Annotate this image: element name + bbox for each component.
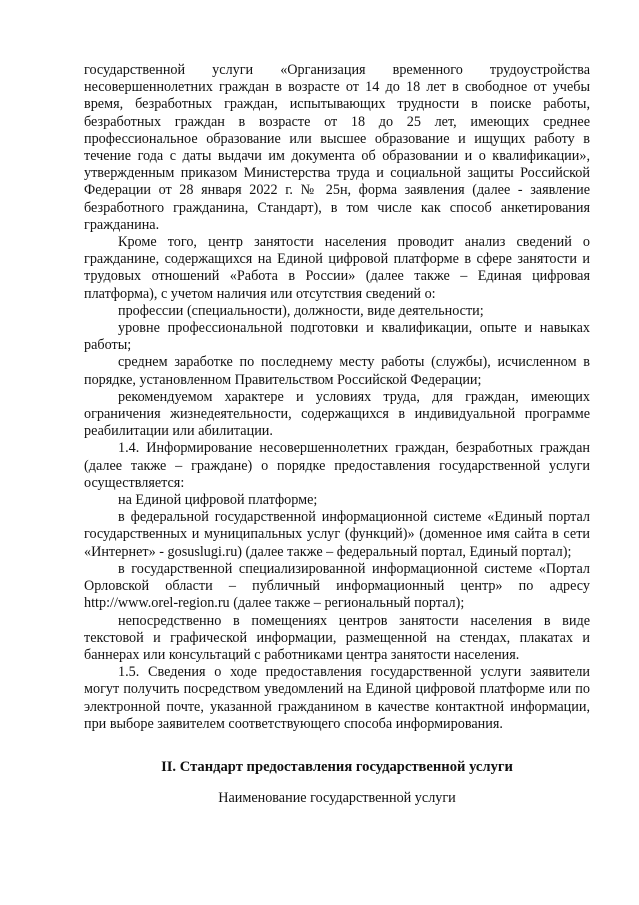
- list-item-work-conditions: рекомендуемом характере и условиях труда, для граждан, имеющих ограничения жизнедеятельности, содержащихся в индивидуальной программе реабилитации или абилитации.: [84, 388, 590, 440]
- document-page: [84, 62, 590, 807]
- list-item-qualification: уровне профессиональной подготовки и квалификации, опыте и навыках работы;: [84, 320, 590, 354]
- paragraph-standard-reference: государственной услуги «Организация временного трудоустройства несовершеннолетних граждан в возрасте от 14 до 18 лет в свободное от учебы время, безработных граждан, испытывающих трудности в поиске работы, безработных граждан в возрасте от 18 до 25 лет, имеющих среднее профессиональное образование или высшее образование и ищущих работу в течение года с даты выдачи им документа об образовании и о квалификации», утвержденным приказом Министерства труда и социальной защиты Российской Федерации от 28 января 2022 г. № 25н, форма заявления (далее - заявление безработного гражданина, Стандарт), в том числе как способ анкетирования гражданина.: [84, 62, 590, 233]
- list-item-federal-portal: в федеральной государственной информационной системе «Единый портал государственных и муниципальных услуг (функций)» (доменное имя сайта в сети «Интернет» - gosuslugi.ru) (далее также – федеральный портал, Единый портал);: [84, 509, 590, 560]
- list-item-earnings: среднем заработке по последнему месту работы (службы), исчисленном в порядке, установленном Правительством Российской Федерации;: [84, 354, 590, 388]
- section-heading: II. Стандарт предоставления государственной услуги: [161, 758, 513, 775]
- paragraph-data-analysis: Кроме того, центр занятости населения проводит анализ сведений о гражданине, содержащихся на Единой цифровой платформе в сфере занятости и трудовых отношений «Работа в России» (далее также – Единая цифровая платформа), с учетом наличия или отсутствия сведений о:: [84, 234, 590, 302]
- subsection-heading: Наименование государственной услуги: [218, 790, 456, 807]
- paragraph-1-4-informing: 1.4. Информирование несовершеннолетних граждан, безработных граждан (далее также – граждане) о порядке предоставления государственной услуги осуществляется:: [84, 440, 590, 491]
- paragraph-1-5-status: 1.5. Сведения о ходе предоставления государственной услуги заявители могут получить посредством уведомлений на Единой цифровой платформе или по электронной почте, указанной гражданином в качестве контактной информации, при выборе заявителем соответствующего способа информирования.: [84, 664, 590, 732]
- list-item-employment-centers: непосредственно в помещениях центров занятости населения в виде текстовой и графической информации, размещенной на стендах, плакатах и баннерах или консультаций с работниками центра занятости населения.: [84, 612, 590, 663]
- list-item-profession: профессии (специальности), должности, виде деятельности;: [118, 302, 484, 319]
- list-item-regional-portal: в государственной специализированной информационной системе «Портал Орловской области – публичный информационный центр» по адресу http://www.orel-region.ru (далее также – региональный портал);: [84, 560, 590, 612]
- list-item-digital-platform: на Единой цифровой платформе;: [118, 492, 318, 509]
